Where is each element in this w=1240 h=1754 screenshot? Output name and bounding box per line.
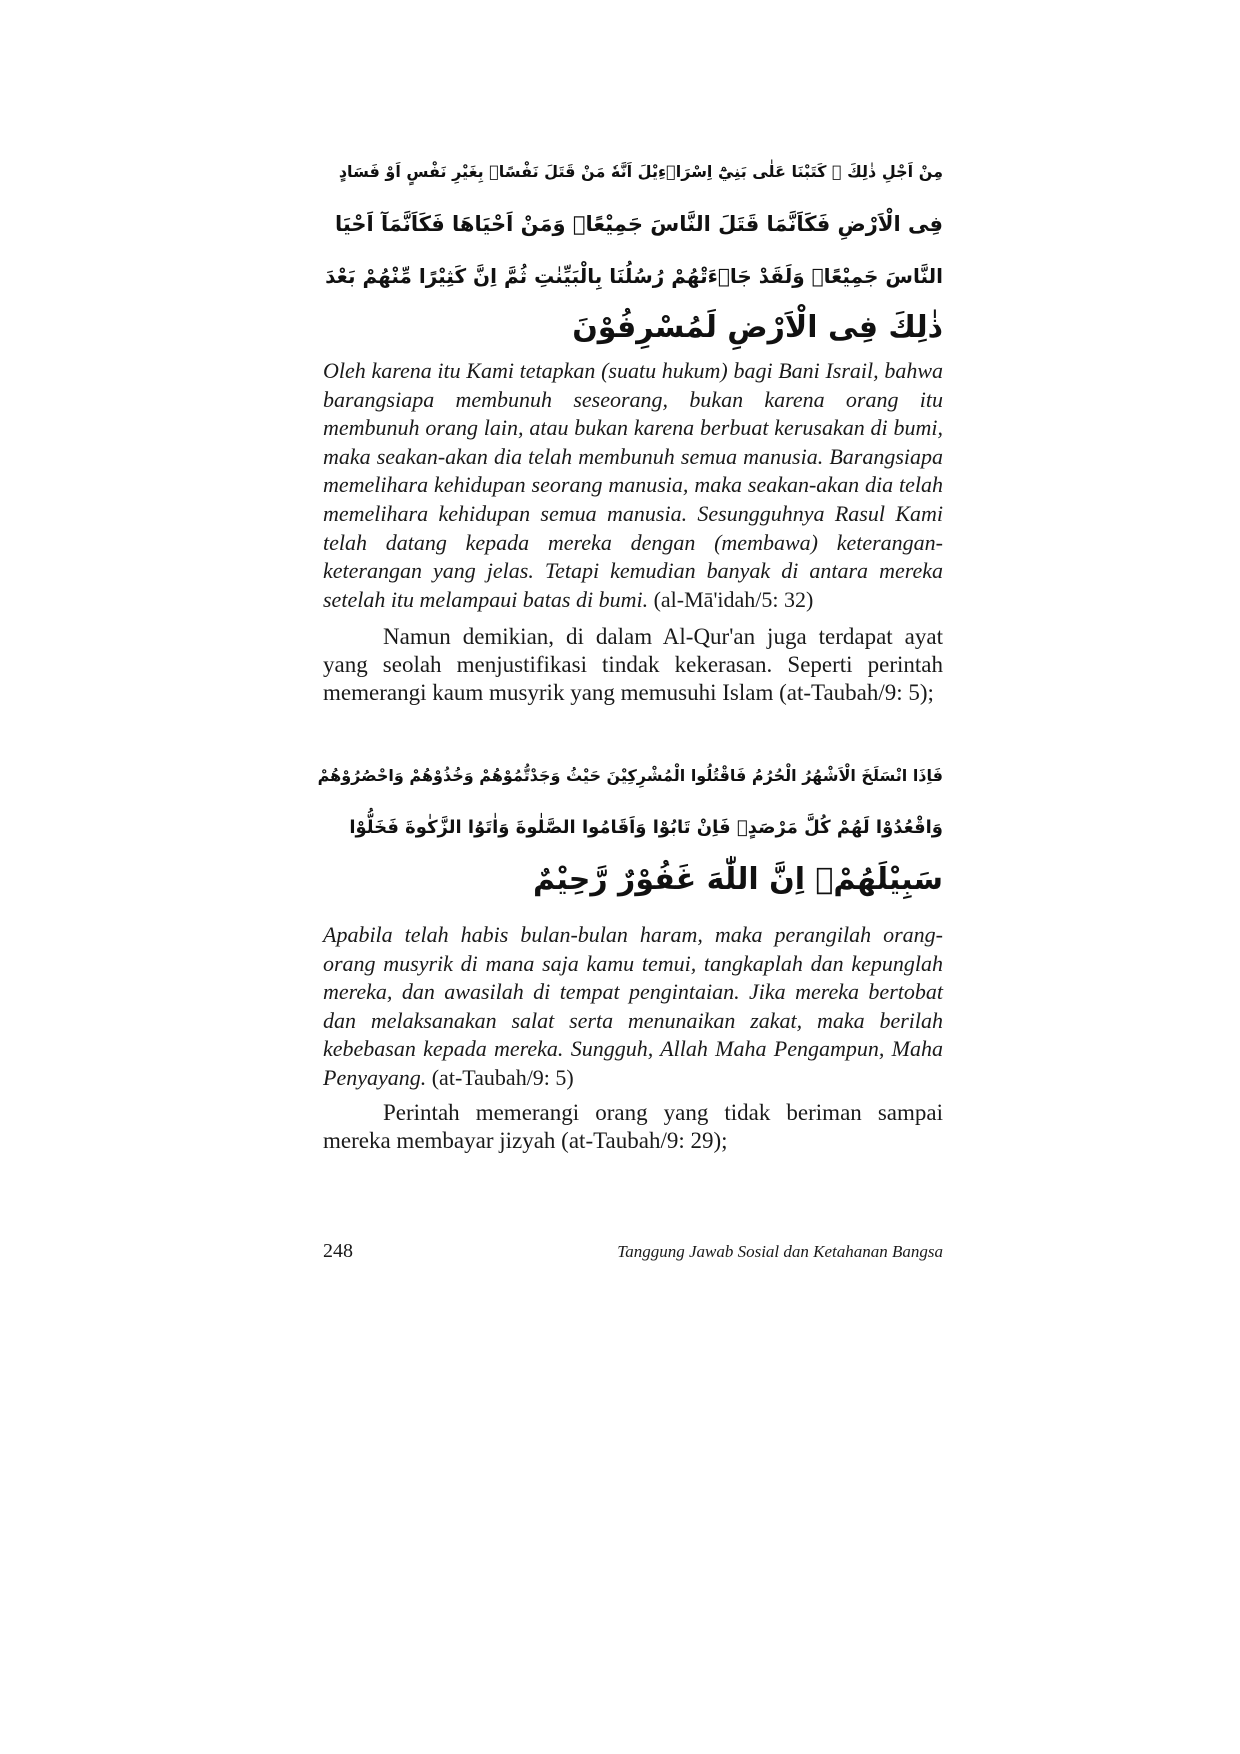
arabic-line: سَبِيْلَهُمْۗ اِنَّ اللّٰهَ غَفُوْرٌ رَّحِيْمٌ	[532, 862, 943, 897]
arabic-line: وَاقْعُدُوْا لَهُمْ كُلَّ مَرْصَدٍۚ فَاِنْ تَابُوْا وَاَقَامُوا الصَّلٰوةَ وَاٰتَوُا الزَّكٰوةَ فَخَلُّوْا	[349, 817, 943, 838]
page-number: 248	[323, 1240, 353, 1262]
translation-text: Oleh karena itu Kami tetapkan (suatu hukum) bagi Bani Israil, bahwa barangsiapa membunuh seseorang, bukan karena orang itu membunuh orang lain, atau bukan karena berbuat kerusakan di bumi, maka seakan-akan dia telah membunuh semua manusia. Barangsiapa memelihara kehidupan seorang manusia, maka seakan-akan dia telah memelihara kehidupan semua manusia. Sesungguhnya Rasul Kami telah datang kepada mereka dengan (membawa) keterangan-keterangan yang jelas. Tetapi kemudian banyak di antara mereka setelah itu melampaui batas di bumi.	[323, 358, 943, 612]
verse-reference: (at-Taubah/9: 5)	[426, 1064, 574, 1090]
verse-translation	[323, 357, 943, 614]
arabic-line: ذٰلِكَ فِى الْاَرْضِ لَمُسْرِفُوْنَ	[572, 310, 943, 345]
running-title: Tanggung Jawab Sosial dan Ketahanan Bangsa	[617, 1242, 943, 1261]
page-footer	[323, 1240, 943, 1268]
body-paragraph: Perintah memerangi orang yang tidak beriman sampai mereka membayar jizyah (at-Taubah/9: 29);	[323, 1100, 943, 1153]
arabic-line: مِنْ اَجْلِ ذٰلِكَ ۛ كَتَبْنَا عَلٰى بَنِيْٓ اِسْرَاۤءِيْلَ اَنَّهٗ مَنْ قَتَلَ نَفْسًاۢ بِغَيْرِ نَفْسٍ اَوْ فَسَادٍ	[338, 162, 943, 181]
arabic-line: النَّاسَ جَمِيْعًاۗ وَلَقَدْ جَاۤءَتْهُمْ رُسُلُنَا بِالْبَيِّنٰتِ ثُمَّ اِنَّ كَثِيْرًا مِّنْهُمْ بَعْدَ	[325, 264, 943, 288]
arabic-verse-al-maidah-32	[318, 146, 943, 354]
verse-reference: (al-Mā'idah/5: 32)	[648, 586, 814, 612]
body-paragraph: Namun demikian, di dalam Al-Qur'an juga terdapat ayat yang seolah menjustifikasi tindak kekerasan. Seperti perintah memerangi kaum musyrik yang memusuhi Islam (at-Taubah/9: 5);	[323, 624, 943, 705]
arabic-verse-at-taubah-5	[318, 750, 943, 906]
translation-text: Apabila telah habis bulan-bulan haram, maka perangilah orang-orang musyrik di mana saja kamu temui, tangkaplah dan kepunglah mereka, dan awasilah di tempat pengintaian. Jika mereka bertobat dan melaksanakan salat serta menunaikan zakat, maka berilah kebebasan kepada mereka. Sungguh, Allah Maha Pengampun, Maha Penyayang.	[323, 922, 943, 1090]
arabic-line: فَاِذَا انْسَلَخَ الْاَشْهُرُ الْحُرُمُ فَاقْتُلُوا الْمُشْرِكِيْنَ حَيْثُ وَجَدْتُّمُوْهُمْ وَخُذُوْهُمْ وَاحْصُرُوْهُمْ	[318, 766, 943, 785]
arabic-line: فِى الْاَرْضِ فَكَاَنَّمَا قَتَلَ النَّاسَ جَمِيْعًاۗ وَمَنْ اَحْيَاهَا فَكَاَنَّمَآ اَحْيَا	[334, 212, 943, 236]
verse-translation	[323, 921, 943, 1093]
